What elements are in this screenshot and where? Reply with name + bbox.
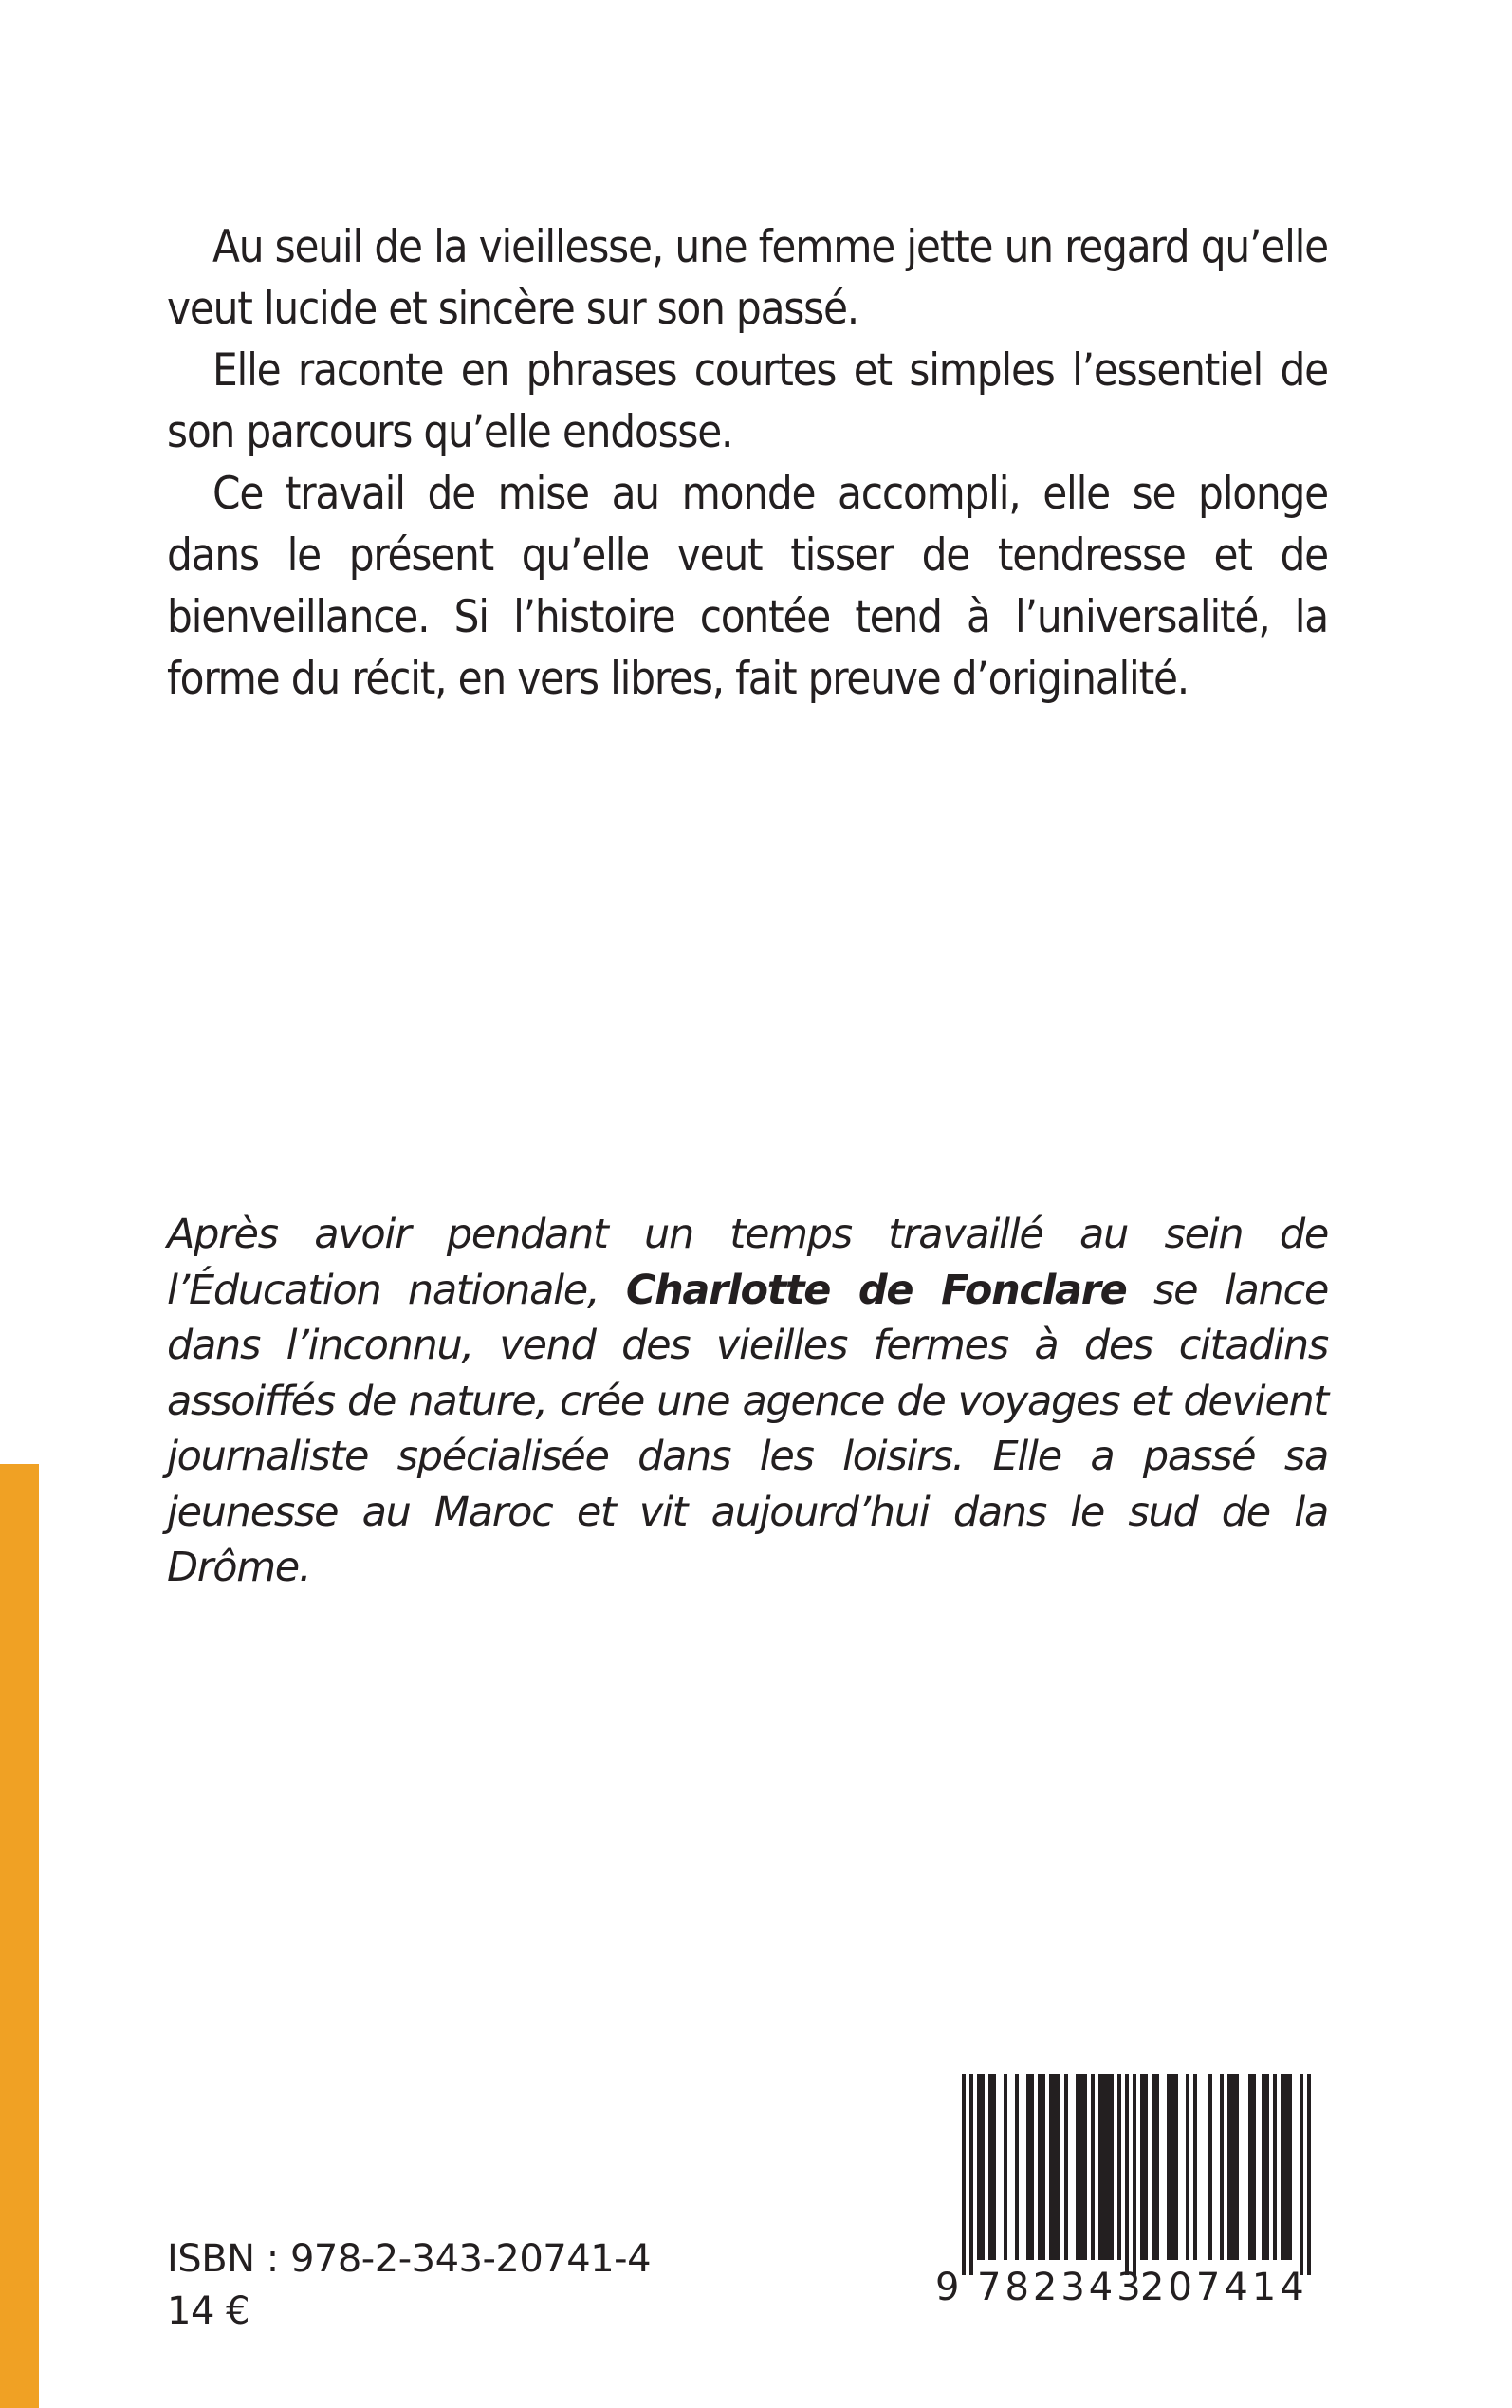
barcode-right-digits: 207414 [1140,2266,1308,2309]
barcode-left-digits: 782343 [977,2266,1145,2309]
price-label: 14 € [167,2289,250,2333]
orange-accent-bar [0,1464,39,2408]
barcode-first-digit: 9 [935,2266,960,2309]
isbn-label: ISBN : 978-2-343-20741-4 [167,2237,652,2281]
book-summary [167,216,1328,710]
summary-paragraph-1: Au seuil de la vieillesse, une femme jette un regard qu’elle veut lucide et sincère sur son passé. [167,221,1328,335]
summary-paragraph-3: Ce travail de mise au monde accompli, elle se plonge dans le présent qu’elle veut tisser de tendresse et de bienveillance. Si l’histoire contée tend à l’universalité, la forme du récit, en vers libres, fait preuve d’originalité. [167,468,1328,705]
author-bio [167,1207,1328,1596]
barcode-icon [935,2074,1343,2311]
bio-intro: Après avoir pendant un temps travaillé au sein de l’Éducation nationale, [167,1211,1328,1314]
isbn-barcode [935,2074,1343,2311]
author-name: Charlotte de Fonclare [625,1266,1127,1314]
book-info [167,2233,651,2338]
bio-rest: se lance dans l’inconnu, vend des vieilles fermes à des citadins assoiffés de nature, crée une agence de voyages et devient journaliste spécialisée dans les loisirs. Elle a passé sa jeunesse au Maroc et vit aujourd’hui dans le sud de la Drôme. [167,1266,1328,1591]
summary-paragraph-2: Elle raconte en phrases courtes et simples l’essentiel de son parcours qu’elle endosse. [167,344,1328,458]
